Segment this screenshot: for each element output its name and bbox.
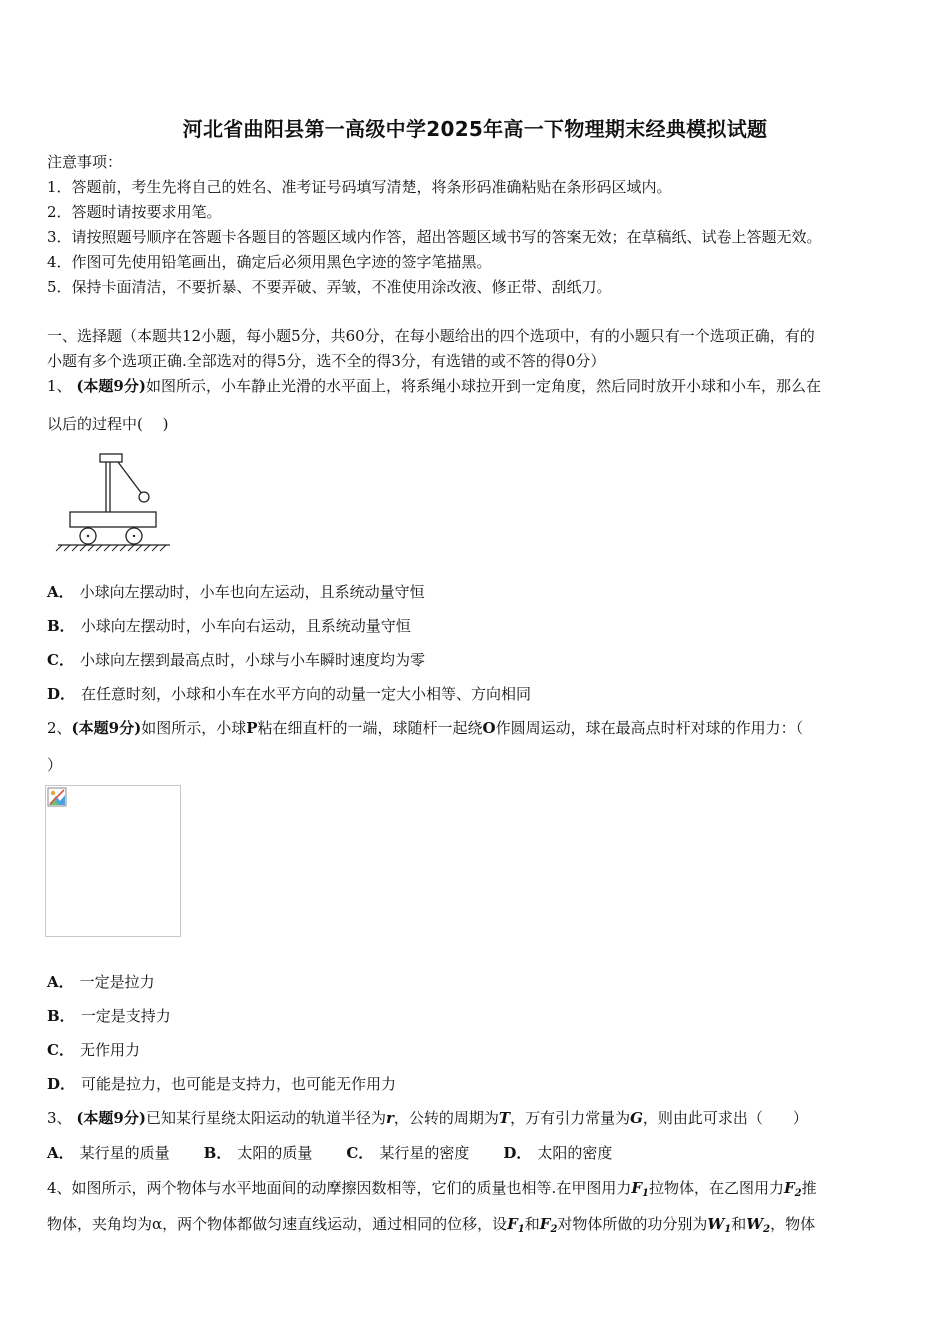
q3-symbol-g: G <box>630 1109 643 1127</box>
q3-option-c <box>346 1143 469 1163</box>
q3-text-d: ，则由此可求出（ ） <box>642 1109 808 1127</box>
q3-symbol-r: r <box>385 1109 394 1127</box>
q1-option-d <box>47 684 531 704</box>
q4-symbol-f1b: $F_1$ <box>507 1215 525 1235</box>
q2-option-b <box>47 1006 171 1026</box>
q4-text-2c: ，物体 <box>770 1215 816 1233</box>
q1-option-d-text: 在任意时刻，小球和小车在水平方向的动量一定大小相等、方向相同 <box>81 685 532 703</box>
q3-text-b: ，公转的周期为 <box>393 1109 499 1127</box>
notice-item-3: 3．请按照题号顺序在答题卡各题目的答题区域内作答，超出答题区域书写的答案无效；在草稿纸、试卷上答题无效。 <box>47 228 822 246</box>
q1-option-a-text: 小球向左摆动时，小车也向左运动，且系统动量守恒 <box>79 583 425 601</box>
q1-stem-line2: 以后的过程中( ) <box>47 415 169 433</box>
q1-stem-line1 <box>47 376 821 396</box>
q3-symbol-t: T <box>498 1109 511 1127</box>
q3-option-a <box>47 1143 170 1163</box>
q3-option-c-text: 某行星的密度 <box>379 1144 470 1162</box>
q4-and-2: 和 <box>731 1215 747 1233</box>
q2-option-a-text: 一定是拉力 <box>79 973 155 991</box>
q2-option-c-text: 无作用力 <box>79 1041 140 1059</box>
q1-score: (本题9分) <box>76 377 146 395</box>
q2-text-b: 粘在细直杆的一端，球随杆一起绕 <box>257 719 483 737</box>
notice-heading: 注意事项： <box>47 153 123 171</box>
q3-option-c-letter: C． <box>346 1144 374 1162</box>
q3-score: (本题9分) <box>76 1109 146 1127</box>
cart-body <box>70 512 156 527</box>
q3-option-d <box>503 1143 612 1163</box>
q2-score: (本题9分) <box>71 719 142 737</box>
q4-text-1c: 推 <box>801 1179 817 1197</box>
q2-option-c <box>47 1040 140 1060</box>
section-heading-line1: 一、选择题（本题共12小题，每小题5分，共60分，在每小题给出的四个选项中，有的小题只有一个选项正确，有的 <box>47 327 815 345</box>
pendulum-cart-figure <box>54 450 174 554</box>
notice-item-5: 5．保持卡面清洁，不要折暴、不要弄破、弄皱，不准使用涂改液、修正带、刮纸刀。 <box>47 278 612 296</box>
q2-option-a <box>47 972 155 992</box>
cart-frame <box>100 454 122 462</box>
q4-stem-line1 <box>47 1178 817 1204</box>
broken-image-icon <box>47 787 67 807</box>
q4-and-1: 和 <box>524 1215 540 1233</box>
q3-text-c: ，万有引力常量为 <box>510 1109 631 1127</box>
q3-option-d-letter: D． <box>503 1144 532 1162</box>
notice-item-1: 1．答题前，考生先将自己的姓名、准考证号码填写清楚，将条形码准确粘贴在条形码区域内。 <box>47 178 672 196</box>
q2-number: 2、 <box>47 719 72 737</box>
q1-option-a-letter: A． <box>47 583 74 601</box>
q2-stem-line2: ） <box>47 756 63 774</box>
q3-text-a: 已知某行星绕太阳运动的轨道半径为 <box>145 1109 386 1127</box>
q2-option-d-text: 可能是拉力，也可能是支持力，也可能无作用力 <box>81 1075 397 1093</box>
q2-option-d <box>47 1074 396 1094</box>
q2-option-b-letter: B． <box>47 1007 75 1025</box>
q2-option-d-letter: D． <box>47 1075 76 1093</box>
q3-number: 3、 <box>47 1109 72 1127</box>
q1-option-b-text: 小球向左摆动时，小车向右运动，且系统动量守恒 <box>80 617 411 635</box>
q2-symbol-o: O <box>482 719 496 737</box>
q4-symbol-w2: $W_2$ <box>746 1215 771 1235</box>
q2-option-c-letter: C． <box>47 1041 74 1059</box>
q2-symbol-p: P <box>246 719 258 737</box>
q4-text-2a: 物体，夹角均为α，两个物体都做匀速直线运动，通过相同的位移，设 <box>47 1215 508 1233</box>
q4-symbol-w1: $W_1$ <box>707 1215 732 1235</box>
q4-text-1b: 拉物体，在乙图用力 <box>648 1179 784 1197</box>
q1-option-b <box>47 616 411 636</box>
notice-item-2: 2．答题时请按要求用笔。 <box>47 203 222 221</box>
q2-option-a-letter: A． <box>47 973 74 991</box>
q2-text-c: 作圆周运动，球在最高点时杆对球的作用力：（ <box>495 719 804 737</box>
q2-option-b-text: 一定是支持力 <box>80 1007 171 1025</box>
q3-option-a-letter: A． <box>47 1144 74 1162</box>
q4-symbol-f2: $F_2$ <box>783 1179 802 1199</box>
page-title: 河北省曲阳县第一高级中学2025年高一下物理期末经典模拟试题 <box>182 117 768 141</box>
q3-option-b-letter: B． <box>203 1144 232 1162</box>
q2-figure-placeholder <box>45 785 181 937</box>
q1-number: 1、 <box>47 377 72 395</box>
q1-option-c-letter: C． <box>47 651 74 669</box>
q1-option-b-letter: B． <box>47 617 75 635</box>
q1-stem-text: 如图所示，小车静止光滑的水平面上，将系绳小球拉开到一定角度，然后同时放开小球和小车，那么在 <box>145 377 821 395</box>
q2-stem-line1 <box>47 718 803 738</box>
q1-option-c-text: 小球向左摆到最高点时，小球与小车瞬时速度均为零 <box>79 651 425 669</box>
q3-options <box>47 1143 646 1163</box>
q1-option-c <box>47 650 425 670</box>
pendulum-string <box>118 462 142 494</box>
q3-option-d-text: 太阳的密度 <box>537 1144 613 1162</box>
q4-symbol-f1: $F_1$ <box>631 1179 649 1199</box>
q2-text-a: 如图所示，小球 <box>141 719 247 737</box>
q4-symbol-f2b: $F_2$ <box>539 1215 558 1235</box>
q1-option-a <box>47 582 425 602</box>
q3-option-b-text: 太阳的质量 <box>237 1144 313 1162</box>
q4-stem-line2 <box>47 1214 815 1240</box>
q4-text-2b: 对物体所做的功分别为 <box>557 1215 708 1233</box>
section-heading-line2: 小题有多个选项正确.全部选对的得5分，选不全的得3分，有选错的或不答的得0分） <box>47 352 606 370</box>
pendulum-ball <box>139 492 149 502</box>
q4-text-1a: 4、如图所示，两个物体与水平地面间的动摩擦因数相等，它们的质量也相等.在甲图用力 <box>47 1179 632 1197</box>
q1-option-d-letter: D． <box>47 685 76 703</box>
q3-option-a-text: 某行星的质量 <box>79 1144 170 1162</box>
q3-stem <box>47 1108 808 1128</box>
q3-option-b <box>204 1143 313 1163</box>
ground-hatch <box>56 545 166 551</box>
notice-item-4: 4．作图可先使用铅笔画出，确定后必须用黑色字迹的签字笔描黑。 <box>47 253 492 271</box>
